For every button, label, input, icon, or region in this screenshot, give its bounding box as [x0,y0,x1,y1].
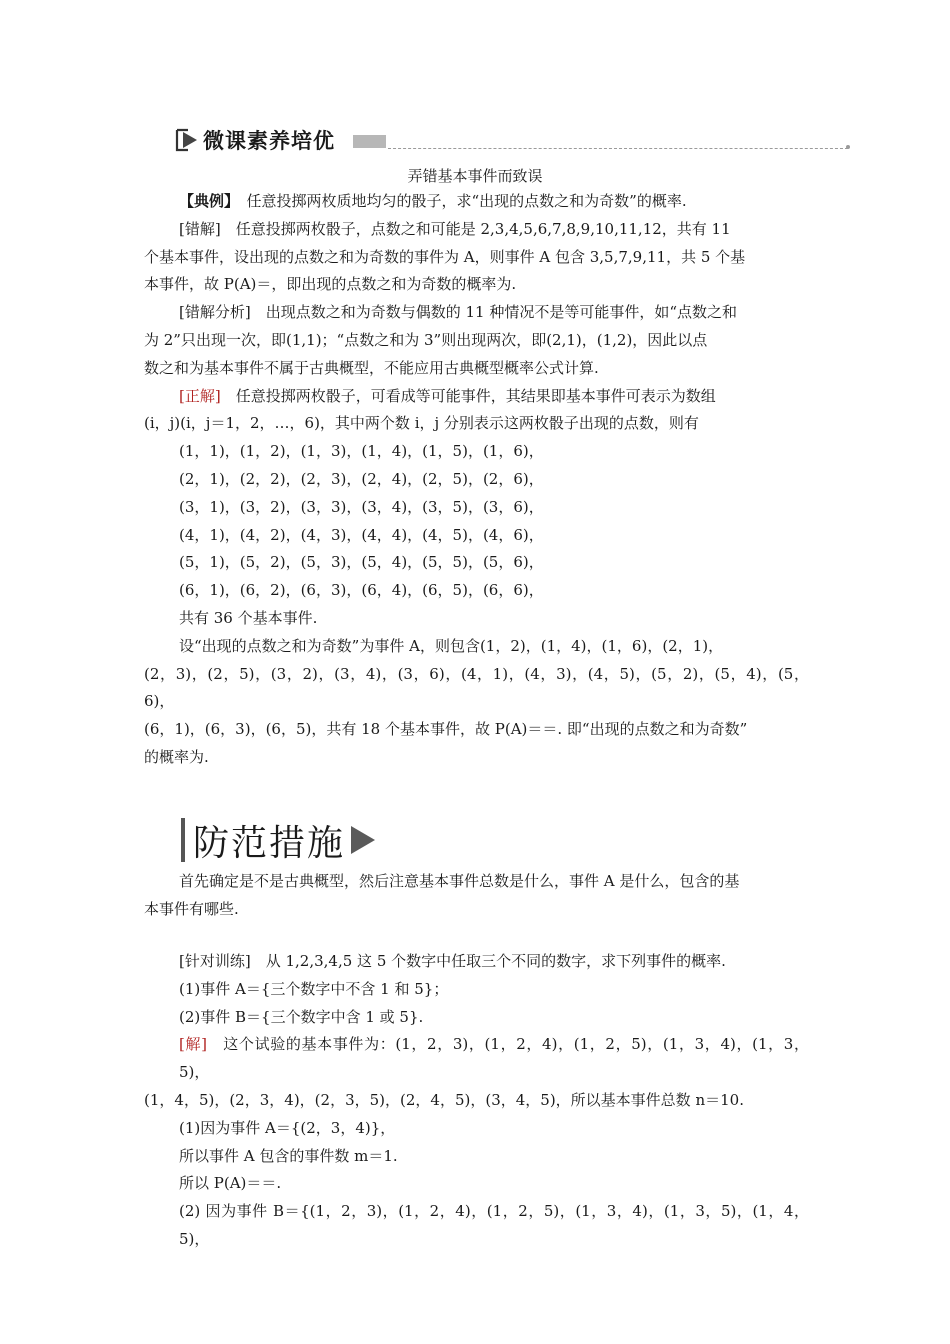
prevention-content [144,868,809,924]
training-question-2: (2)事件 B＝{三个数字中含 1 或 5}. [179,1007,424,1026]
solution-text-1: 这个试验的基本事件为：(1，2，3)，(1，2，4)，(1，2，5)，(1，3，4)，(1，3，5)， [179,1035,809,1082]
solution-line-3: (1)因为事件 A＝{(2，3，4)}， [179,1118,396,1137]
training-question-1: (1)事件 A＝{三个数字中不含 1 和 5}； [179,979,449,998]
outcome-row: (3，1)，(3，2)，(3，3)，(3，4)，(3，5)，(3，6)， [179,497,544,516]
training-content [144,948,809,1254]
correct-text-1: 任意投掷两枚骰子，可看成等可能事件，其结果即基本事件可表示为数组 [220,386,716,405]
solution-line-1 [144,1031,809,1087]
correct-line-5: (6，1)，(6，3)，(6，5)，共有 18 个基本事件，故 P(A)＝＝. 即“出现的点数之和为奇数” [144,720,748,739]
triangle-arrow-icon [351,826,375,854]
example-content [144,188,809,772]
correct-line-3: 设“出现的点数之和为奇数”为事件 A，则包含(1，2)，(1，4)，(1，6)，(2，1)， [179,636,724,655]
correct-line-6: 的概率为. [144,747,209,766]
solution-line-6: (2) 因为事件 B＝{(1，2，3)，(1，2，4)，(1，2，5)，(1，3，4)，(1，3，5)，(1，4，5)， [179,1202,809,1248]
prevention-title: 防范措施 [193,822,346,864]
prevention-line-1: 首先确定是不是古典概型，然后注意基本事件总数是什么，事件 A 是什么，包含的基 [179,872,740,890]
training-line [144,948,809,976]
solution-line-5: 所以 P(A)＝＝. [179,1174,282,1193]
wrong-label: [错解] [179,219,221,238]
correct-line-4: (2，3)，(2，5)，(3，2)，(3，4)，(3，6)，(4，1)，(4，3)，(4，5)，(5，2)，(5，4)，(5，6)， [144,664,809,711]
analysis-text-1: 出现点数之和为奇数与偶数的 11 种情况不是等可能事件，如“点数之和 [250,303,738,322]
correct-line-2: (i，j)(i，j＝1，2，…，6)，其中两个数 i，j 分别表示这两枚骰子出现的点数，则有 [144,414,699,433]
outcome-row: (2，1)，(2，2)，(2，3)，(2，4)，(2，5)，(2，6)， [179,469,544,488]
section-banner [173,124,850,156]
solution-label: [解] [179,1035,207,1054]
analysis-label: [错解分析] [179,303,251,322]
wrong-text-1: 任意投掷两枚骰子，点数之和可能是 2,3,4,5,6,7,8,9,10,11,12，共有 11 [220,219,731,238]
prevention-line-2: 本事件有哪些. [144,899,239,918]
training-text: 从 1,2,3,4,5 这 5 个数字中任取三个不同的数字，求下列事件的概率. [250,952,726,970]
example-paragraph [144,188,809,216]
correct-line-1 [144,383,809,411]
solution-line-4: 所以事件 A 包含的事件数 m＝1. [179,1146,398,1165]
analysis-line-1 [144,299,809,327]
outcome-row: (6，1)，(6，2)，(6，3)，(6，4)，(6，5)，(6，6)， [179,581,544,600]
banner-bar [353,135,386,148]
analysis-line-2: 为 2”只出现一次，即(1,1)；“点数之和为 3”则出现两次，即(2,1)，(1,2)，因此以点 [144,330,708,349]
play-arrow-icon [175,128,199,152]
prevention-heading [181,816,375,864]
banner-dot [846,145,850,149]
heading-bar [181,818,185,862]
example-text: 任意投掷两枚质地均匀的骰子，求“出现的点数之和为奇数”的概率. [231,192,687,210]
correct-label: [正解] [179,386,221,405]
analysis-line-3: 数之和为基本事件不属于古典概型，不能应用古典概型概率公式计算. [144,358,599,377]
example-label: 【典例】 [179,192,232,210]
wrong-line-3: 本事件，故 P(A)＝，即出现的点数之和为奇数的概率为. [144,275,517,294]
solution-line-2: (1，4，5)，(2，3，4)，(2，3，5)，(2，4，5)，(3，4，5)，所以基本事件总数 n＝10. [144,1090,744,1109]
section-title: 弄错基本事件而致误 [407,167,543,185]
outcome-total: 共有 36 个基本事件. [179,608,318,627]
banner-divider [388,148,848,149]
wrong-line-2: 个基本事件，设出现的点数之和为奇数的事件为 A，则事件 A 包含 3,5,7,9,11，共 5 个基 [144,247,746,266]
outcome-row: (5，1)，(5，2)，(5，3)，(5，4)，(5，5)，(5，6)， [179,553,544,572]
wrong-line-1 [144,216,809,244]
outcome-row: (4，1)，(4，2)，(4，3)，(4，4)，(4，5)，(4，6)， [179,525,544,544]
banner-title: 微课素养培优 [203,129,335,153]
training-label: [针对训练] [179,952,251,970]
outcome-row: (1，1)，(1，2)，(1，3)，(1，4)，(1，5)，(1，6)， [179,442,544,461]
